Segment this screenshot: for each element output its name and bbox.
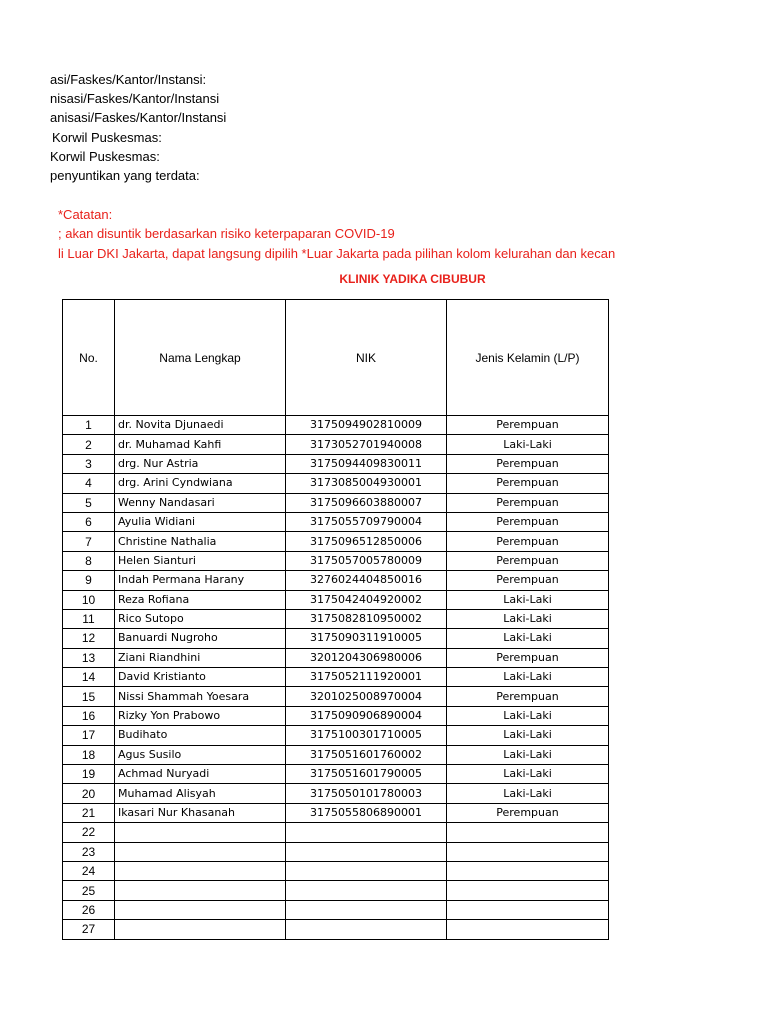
cell-no: 17 — [63, 726, 115, 745]
participant-table — [62, 299, 609, 940]
table-row — [63, 454, 609, 473]
table-row — [63, 803, 609, 822]
table-row — [63, 668, 609, 687]
cell-full-name: Helen Sianturi — [115, 551, 286, 570]
cell-full-name: Budihato — [115, 726, 286, 745]
cell-full-name: drg. Nur Astria — [115, 454, 286, 473]
table-row — [63, 435, 609, 454]
cell-full-name: Rico Sutopo — [115, 609, 286, 628]
table-row — [63, 474, 609, 493]
cell-gender: Laki-Laki — [447, 435, 609, 454]
cell-nik: 3175090906890004 — [286, 706, 447, 725]
cell-gender: Laki-Laki — [447, 745, 609, 764]
cell-no: 26 — [63, 900, 115, 919]
cell-full-name — [115, 881, 286, 900]
cell-full-name — [115, 842, 286, 861]
cell-gender: Perempuan — [447, 803, 609, 822]
cell-full-name — [115, 900, 286, 919]
cell-gender: Perempuan — [447, 687, 609, 706]
cell-gender — [447, 920, 609, 939]
cell-full-name: Nissi Shammah Yoesara — [115, 687, 286, 706]
cell-full-name: Ayulia Widiani — [115, 512, 286, 531]
table-row — [63, 823, 609, 842]
note-line-covid-risk: ; akan disuntik berdasarkan risiko keterpaparan COVID-19 — [58, 226, 395, 241]
table-header-row — [63, 300, 609, 416]
cell-no: 12 — [63, 629, 115, 648]
cell-nik — [286, 900, 447, 919]
table-row — [63, 920, 609, 939]
cell-nik: 3175055709790004 — [286, 512, 447, 531]
cell-gender — [447, 861, 609, 880]
cell-no: 11 — [63, 609, 115, 628]
cell-full-name: Agus Susilo — [115, 745, 286, 764]
table-row — [63, 609, 609, 628]
cell-full-name: dr. Novita Djunaedi — [115, 416, 286, 435]
cell-nik: 3175051601760002 — [286, 745, 447, 764]
cell-no: 15 — [63, 687, 115, 706]
cell-no: 3 — [63, 454, 115, 473]
cell-nik: 3175050101780003 — [286, 784, 447, 803]
cell-full-name: Ikasari Nur Khasanah — [115, 803, 286, 822]
cell-no: 16 — [63, 706, 115, 725]
table-row — [63, 648, 609, 667]
table-row — [63, 416, 609, 435]
cell-nik: 3175096603880007 — [286, 493, 447, 512]
cell-full-name: Wenny Nandasari — [115, 493, 286, 512]
cell-nik: 3175094409830011 — [286, 454, 447, 473]
cell-no: 5 — [63, 493, 115, 512]
table-row — [63, 726, 609, 745]
cell-full-name: Achmad Nuryadi — [115, 765, 286, 784]
col-header-gender: Jenis Kelamin (L/P) — [447, 300, 609, 416]
cell-nik — [286, 842, 447, 861]
cell-no: 23 — [63, 842, 115, 861]
header-line-vaccination-count: penyuntikan yang terdata: — [50, 168, 200, 183]
cell-no: 7 — [63, 532, 115, 551]
header-line-institution: asi/Faskes/Kantor/Instansi: — [50, 72, 207, 87]
cell-nik: 3175055806890001 — [286, 803, 447, 822]
cell-full-name: drg. Arini Cyndwiana — [115, 474, 286, 493]
note-line-luar-jakarta: li Luar DKI Jakarta, dapat langsung dipilih *Luar Jakarta pada pilihan kolom kelurahan dan kecan — [58, 246, 616, 261]
cell-no: 21 — [63, 803, 115, 822]
cell-gender: Laki-Laki — [447, 609, 609, 628]
cell-no: 4 — [63, 474, 115, 493]
cell-no: 6 — [63, 512, 115, 531]
table-row — [63, 861, 609, 880]
cell-nik — [286, 881, 447, 900]
cell-gender: Perempuan — [447, 474, 609, 493]
cell-gender: Perempuan — [447, 416, 609, 435]
cell-full-name: Christine Nathalia — [115, 532, 286, 551]
cell-full-name: David Kristianto — [115, 668, 286, 687]
cell-gender: Laki-Laki — [447, 668, 609, 687]
cell-no: 1 — [63, 416, 115, 435]
table-row — [63, 784, 609, 803]
cell-nik: 3201025008970004 — [286, 687, 447, 706]
cell-full-name: Reza Rofiana — [115, 590, 286, 609]
cell-nik: 3175082810950002 — [286, 609, 447, 628]
table-row — [63, 590, 609, 609]
cell-nik: 3175100301710005 — [286, 726, 447, 745]
cell-gender — [447, 823, 609, 842]
cell-gender: Laki-Laki — [447, 784, 609, 803]
cell-no: 18 — [63, 745, 115, 764]
cell-nik: 3175057005780009 — [286, 551, 447, 570]
cell-full-name: Rizky Yon Prabowo — [115, 706, 286, 725]
table-row — [63, 493, 609, 512]
cell-no: 2 — [63, 435, 115, 454]
cell-full-name: dr. Muhamad Kahfi — [115, 435, 286, 454]
cell-gender: Laki-Laki — [447, 706, 609, 725]
cell-gender: Perempuan — [447, 512, 609, 531]
table-row — [63, 629, 609, 648]
cell-gender — [447, 900, 609, 919]
cell-no: 25 — [63, 881, 115, 900]
cell-nik: 3173052701940008 — [286, 435, 447, 454]
cell-nik: 3175090311910005 — [286, 629, 447, 648]
table-row — [63, 900, 609, 919]
cell-nik: 3175042404920002 — [286, 590, 447, 609]
cell-full-name: Banuardi Nugroho — [115, 629, 286, 648]
cell-nik: 3175052111920001 — [286, 668, 447, 687]
cell-gender: Perempuan — [447, 648, 609, 667]
cell-no: 13 — [63, 648, 115, 667]
table-row — [63, 765, 609, 784]
header-line-institution-3: anisasi/Faskes/Kantor/Instansi — [50, 110, 227, 125]
table-row — [63, 571, 609, 590]
cell-nik: 3276024404850016 — [286, 571, 447, 590]
cell-nik: 3173085004930001 — [286, 474, 447, 493]
cell-no: 9 — [63, 571, 115, 590]
note-heading: *Catatan: — [58, 207, 113, 222]
cell-gender: Perempuan — [447, 493, 609, 512]
cell-gender — [447, 842, 609, 861]
cell-no: 10 — [63, 590, 115, 609]
cell-no: 14 — [63, 668, 115, 687]
cell-nik: 3175051601790005 — [286, 765, 447, 784]
header-line-institution-2: nisasi/Faskes/Kantor/Instansi — [50, 91, 220, 106]
cell-gender: Perempuan — [447, 551, 609, 570]
cell-no: 27 — [63, 920, 115, 939]
table-row — [63, 532, 609, 551]
cell-nik: 3175096512850006 — [286, 532, 447, 551]
cell-nik — [286, 823, 447, 842]
col-header-nik: NIK — [286, 300, 447, 416]
cell-gender: Perempuan — [447, 532, 609, 551]
col-header-name: Nama Lengkap — [115, 300, 286, 416]
cell-nik — [286, 861, 447, 880]
table-row — [63, 706, 609, 725]
cell-gender: Laki-Laki — [447, 765, 609, 784]
cell-no: 24 — [63, 861, 115, 880]
cell-full-name — [115, 920, 286, 939]
cell-no: 22 — [63, 823, 115, 842]
cell-gender: Perempuan — [447, 454, 609, 473]
cell-full-name — [115, 823, 286, 842]
cell-no: 8 — [63, 551, 115, 570]
cell-nik — [286, 920, 447, 939]
cell-nik: 3175094902810009 — [286, 416, 447, 435]
cell-gender — [447, 881, 609, 900]
cell-gender: Laki-Laki — [447, 726, 609, 745]
cell-full-name: Muhamad Alisyah — [115, 784, 286, 803]
table-row — [63, 551, 609, 570]
header-line-korwil-1: Korwil Puskesmas: — [52, 130, 162, 145]
table-row — [63, 512, 609, 531]
cell-gender: Laki-Laki — [447, 629, 609, 648]
cell-full-name — [115, 861, 286, 880]
cell-full-name: Indah Permana Harany — [115, 571, 286, 590]
table-row — [63, 687, 609, 706]
cell-no: 19 — [63, 765, 115, 784]
cell-no: 20 — [63, 784, 115, 803]
table-row — [63, 745, 609, 764]
col-header-no: No. — [63, 300, 115, 416]
cell-full-name: Ziani Riandhini — [115, 648, 286, 667]
table-row — [63, 842, 609, 861]
cell-nik: 3201204306980006 — [286, 648, 447, 667]
table-row — [63, 881, 609, 900]
header-line-korwil-2: Korwil Puskesmas: — [50, 149, 160, 164]
cell-gender: Perempuan — [447, 571, 609, 590]
clinic-title: KLINIK YADIKA CIBUBUR — [339, 272, 486, 286]
cell-gender: Laki-Laki — [447, 590, 609, 609]
